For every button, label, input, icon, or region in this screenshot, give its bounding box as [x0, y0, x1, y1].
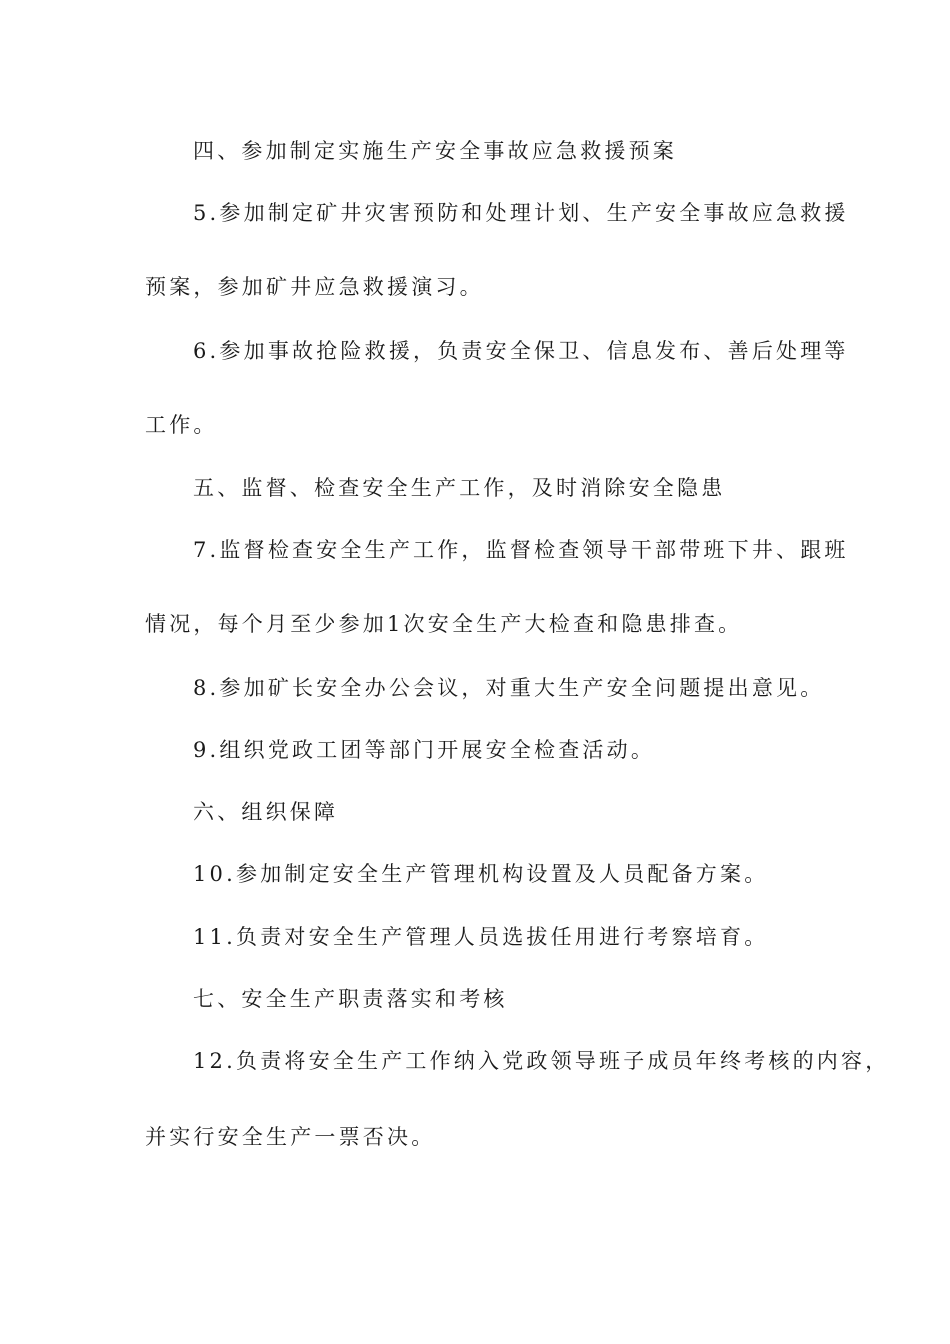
section-heading-7: 七、安全生产职责落实和考核: [193, 987, 508, 1011]
paragraph-5-line-1: 5.参加制定矿井灾害预防和处理计划、生产安全事故应急救援: [193, 201, 849, 225]
paragraph-5-line-2: 预案，参加矿井应急救援演习。: [145, 275, 484, 299]
paragraph-11: 11.负责对安全生产管理人员选拔任用进行考察培育。: [193, 925, 769, 949]
paragraph-6-line-2: 工作。: [145, 413, 218, 437]
paragraph-9: 9.组织党政工团等部门开展安全检查活动。: [193, 738, 656, 762]
paragraph-10: 10.参加制定安全生产管理机构设置及人员配备方案。: [193, 862, 769, 886]
paragraph-12-line-2: 并实行安全生产一票否决。: [145, 1125, 436, 1149]
paragraph-6-line-1: 6.参加事故抢险救援，负责安全保卫、信息发布、善后处理等: [193, 339, 849, 363]
section-heading-4: 四、参加制定实施生产安全事故应急救援预案: [193, 139, 677, 163]
section-heading-5: 五、监督、检查安全生产工作，及时消除安全隐患: [193, 476, 726, 500]
paragraph-8: 8.参加矿长安全办公会议，对重大生产安全问题提出意见。: [193, 676, 825, 700]
paragraph-7-line-2: 情况，每个月至少参加1次安全生产大检查和隐患排查。: [145, 612, 743, 636]
paragraph-7-line-1: 7.监督检查安全生产工作，监督检查领导干部带班下井、跟班: [193, 538, 849, 562]
paragraph-12-line-1: 12.负责将安全生产工作纳入党政领导班子成员年终考核的内容，: [193, 1049, 890, 1073]
section-heading-6: 六、组织保障: [193, 800, 339, 824]
